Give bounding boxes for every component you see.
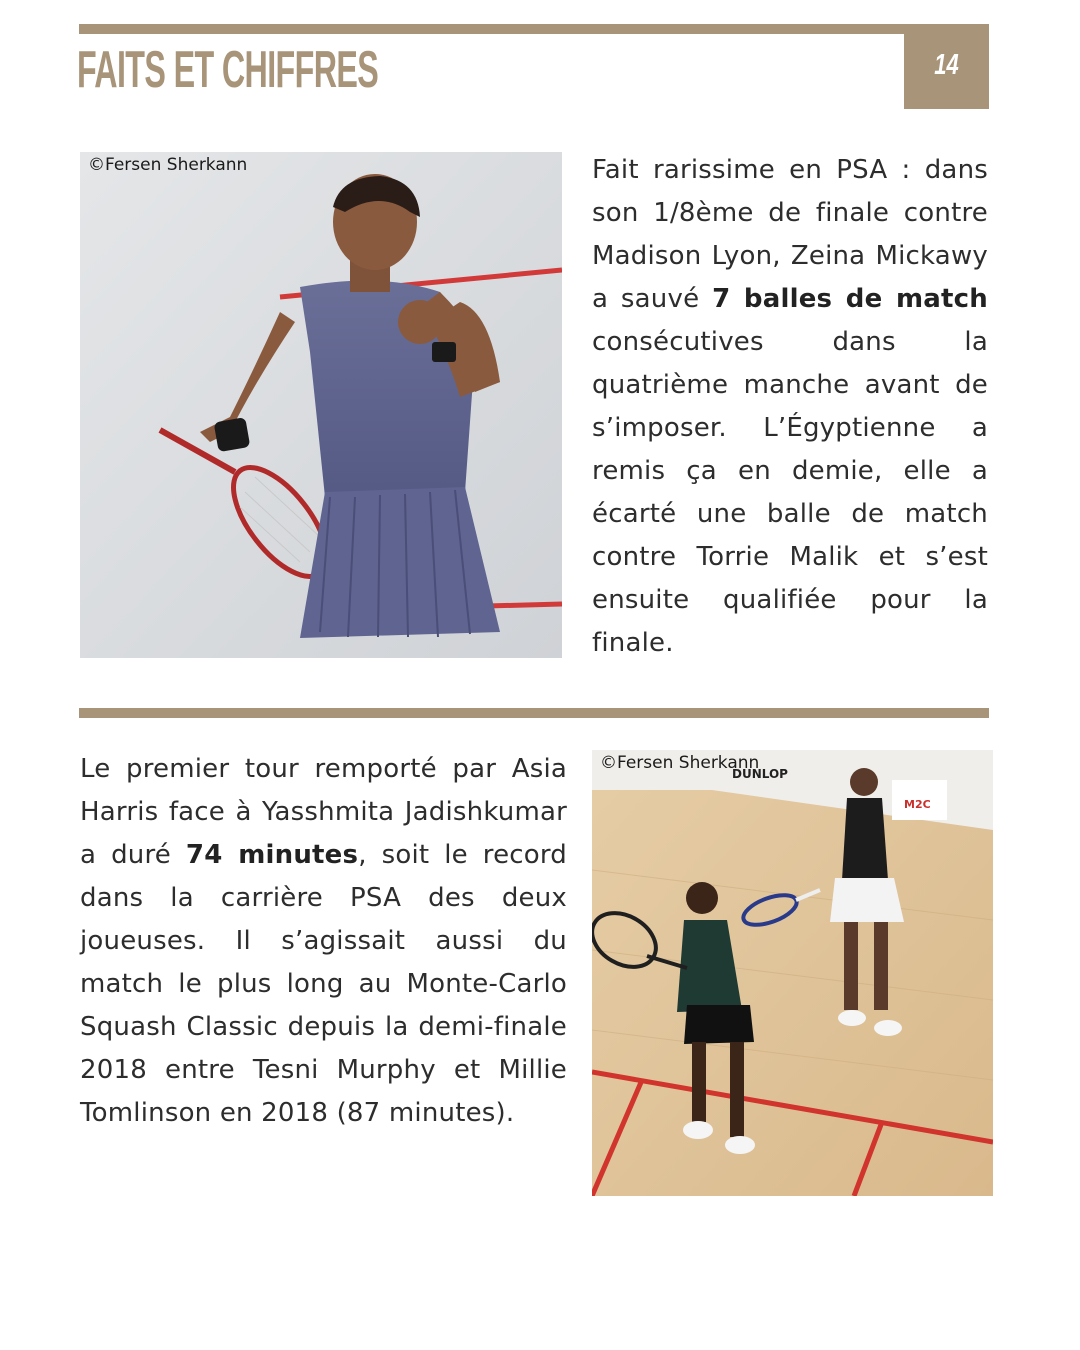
fact-text: consécutives dans la quatrième manche avant de s’imposer. L’Égyptienne a remis ça en demie, elle a écarté une balle de match contre Torrie Malik et s’est ensuite qualifiée pour la finale.: [592, 327, 988, 658]
fact-highlight: 74 minutes: [185, 840, 359, 870]
page-title: FAITS ET CHIFFRES: [77, 41, 379, 99]
two-squash-players-on-court-icon: [592, 750, 993, 1196]
svg-text:M2C: M2C: [904, 798, 931, 811]
section-divider: [79, 708, 989, 718]
page-number: 14: [934, 47, 959, 81]
svg-text:DUNLOP: DUNLOP: [732, 767, 788, 781]
squash-player-fist-pump-icon: [80, 152, 562, 658]
fact-paragraph-1: [592, 149, 988, 665]
fact-text: Fait rarissime en PSA : dans son 1/8ème de finale contre Madison Lyon, Zeina Mickawy a sauvé: [592, 155, 988, 314]
photo-players-on-court: [592, 750, 993, 1196]
photo-credit: ©Fersen Sherkann: [600, 753, 760, 773]
fact-text: Le premier tour remporté par Asia Harris face à Yasshmita Jadishkumar a duré: [80, 754, 567, 870]
header-rule: [79, 24, 909, 34]
fact-paragraph-2: [80, 748, 567, 1135]
photo-player-celebration: [80, 152, 562, 658]
page-number-badge: [904, 24, 989, 109]
fact-text: , soit le record dans la carrière PSA des deux joueuses. Il s’agissait aussi du match le plus long au Monte-Carlo Squash Classic depuis la demi-finale 2018 entre Tesni Murphy et Millie Tomlinson en 2018 (87 minutes).: [80, 840, 568, 1128]
photo-credit: ©Fersen Sherkann: [88, 155, 248, 175]
fact-highlight: 7 balles de match: [712, 284, 989, 314]
